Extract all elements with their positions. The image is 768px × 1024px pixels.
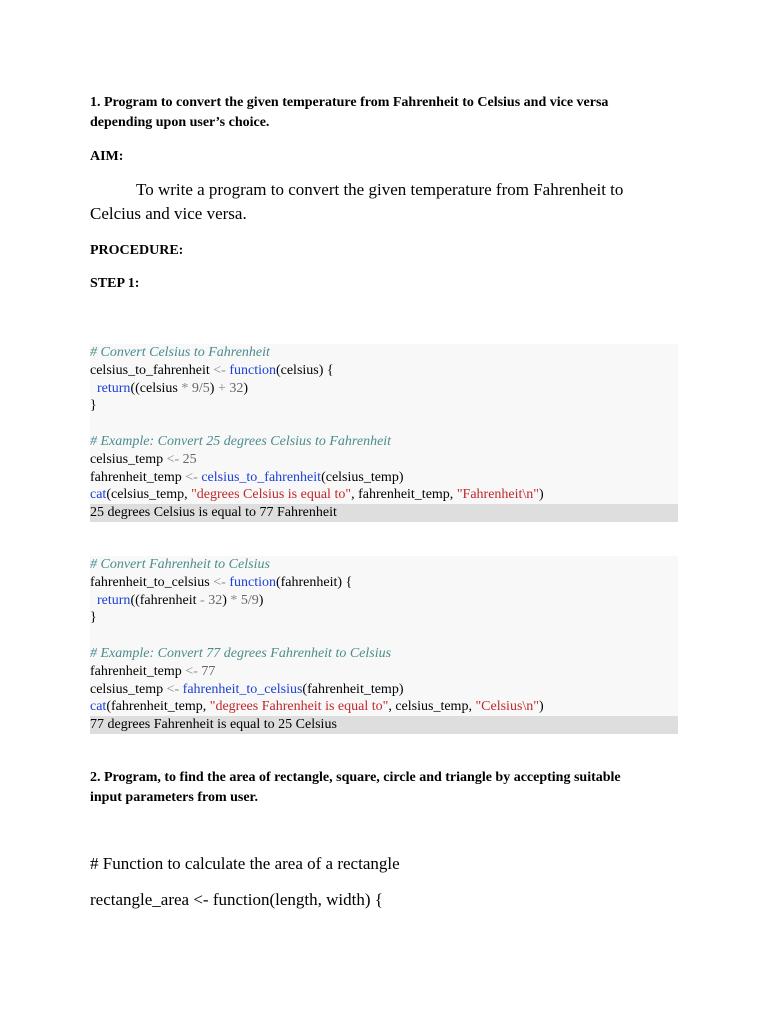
code-keyword: function xyxy=(229,574,276,590)
code-operator: <- xyxy=(209,574,230,590)
code-line xyxy=(90,469,678,487)
code-number: 9/5 xyxy=(188,380,210,396)
code-line-blank xyxy=(90,627,678,645)
code-line xyxy=(90,344,678,362)
code-number: 5/9 xyxy=(237,592,259,608)
code-text: ) xyxy=(243,380,249,396)
code-function-call: cat xyxy=(90,699,107,715)
code-function-call: cat xyxy=(90,487,107,503)
code-text: (celsius) { xyxy=(275,362,334,378)
code-text: } xyxy=(90,398,97,414)
section2-code-comment: # Function to calculate the area of a rectangle xyxy=(90,854,400,873)
code-line xyxy=(90,397,678,415)
code-number: 32 xyxy=(204,592,223,608)
code-operator: <- xyxy=(181,469,202,485)
code-comment: # Example: Convert 25 degrees Celsius to Fahrenheit xyxy=(90,433,392,449)
section1-title-line2: depending upon user’s choice. xyxy=(90,115,270,130)
code-number: 32 xyxy=(225,380,244,396)
code-identifier: fahrenheit_temp xyxy=(90,663,182,679)
code-keyword: function xyxy=(229,362,276,378)
code-comment: # Convert Celsius to Fahrenheit xyxy=(90,345,270,360)
code-output: 77 degrees Fahrenheit is equal to 25 Celsius xyxy=(90,716,678,734)
code-identifier: fahrenheit_temp xyxy=(90,469,182,485)
code-text: (fahrenheit_temp) xyxy=(302,681,404,697)
code-text: (fahrenheit) { xyxy=(275,574,353,590)
code-line xyxy=(90,609,678,627)
code-line xyxy=(90,486,678,504)
code-operator: <- xyxy=(209,362,230,378)
code-operator: <- xyxy=(181,663,202,679)
code-operator: <- xyxy=(163,451,183,467)
code-operator: <- xyxy=(163,681,183,697)
code-operator: + xyxy=(217,380,226,396)
code-function-call: celsius_to_fahrenheit xyxy=(201,469,322,485)
aim-text xyxy=(90,178,680,226)
section2-title xyxy=(90,768,680,808)
code-text: , fahrenheit_temp, xyxy=(351,487,457,503)
code-line xyxy=(90,433,678,451)
code-text: ) xyxy=(209,380,218,396)
code-number: 25 xyxy=(182,451,197,467)
code-comment: # Convert Fahrenheit to Celsius xyxy=(90,557,270,572)
code-comment: # Example: Convert 77 degrees Fahrenheit to Celsius xyxy=(90,645,392,661)
code-text: ) xyxy=(258,592,264,608)
code-text: ((fahrenheit xyxy=(130,592,201,608)
aim-text-line1: To write a program to convert the given temperature from Fahrenheit to xyxy=(136,180,624,199)
code-number: 77 xyxy=(201,663,216,679)
code-text: ) xyxy=(539,487,544,503)
code-operator: - xyxy=(200,592,205,608)
code-string: "Fahrenheit\n" xyxy=(456,487,540,503)
code-block-fahrenheit-to-celsius xyxy=(90,556,678,734)
procedure-label: PROCEDURE: xyxy=(90,243,184,258)
aim-text-line2: Celcius and vice versa. xyxy=(90,204,247,223)
code-line xyxy=(90,362,678,380)
code-keyword: return xyxy=(97,592,131,608)
code-text: ) xyxy=(539,699,544,715)
code-text: , celsius_temp, xyxy=(388,699,476,715)
code-keyword: return xyxy=(97,380,131,396)
code-text: } xyxy=(90,610,97,626)
aim-label: AIM: xyxy=(90,149,124,164)
code-string: "degrees Fahrenheit is equal to" xyxy=(209,699,389,715)
code-line xyxy=(90,698,678,716)
code-line xyxy=(90,663,678,681)
code-line xyxy=(90,592,678,610)
code-line xyxy=(90,681,678,699)
code-line xyxy=(90,556,678,574)
section2-code-line: rectangle_area <- function(length, width) { xyxy=(90,890,383,909)
section1-title xyxy=(90,93,680,133)
code-indent xyxy=(90,381,97,396)
code-identifier: fahrenheit_to_celsius xyxy=(90,574,210,590)
code-operator: * xyxy=(181,380,189,396)
code-indent xyxy=(90,593,97,608)
step1-label: STEP 1: xyxy=(90,276,140,291)
code-string: "Celsius\n" xyxy=(475,699,539,715)
section2-title-line1: 2. Program, to find the area of rectangle, square, circle and triangle by accepting suitable xyxy=(90,770,621,785)
code-line-blank xyxy=(90,415,678,433)
code-text: (celsius_temp, xyxy=(106,487,192,503)
code-line xyxy=(90,451,678,469)
code-string: "degrees Celsius is equal to" xyxy=(191,487,352,503)
code-identifier: celsius_temp xyxy=(90,451,164,467)
code-line xyxy=(90,574,678,592)
code-text: (celsius_temp) xyxy=(321,469,404,485)
code-output: 25 degrees Celsius is equal to 77 Fahrenheit xyxy=(90,504,678,522)
code-text: ((celsius xyxy=(130,380,182,396)
code-line xyxy=(90,380,678,398)
code-identifier: celsius_to_fahrenheit xyxy=(90,362,210,378)
code-text: ) xyxy=(222,592,231,608)
code-function-call: fahrenheit_to_celsius xyxy=(182,681,303,697)
code-block-celsius-to-fahrenheit xyxy=(90,344,678,522)
section1-title-line1: 1. Program to convert the given temperature from Fahrenheit to Celsius and vice versa xyxy=(90,95,609,110)
code-identifier: celsius_temp xyxy=(90,681,164,697)
code-operator: * xyxy=(230,592,238,608)
code-text: (fahrenheit_temp, xyxy=(106,699,210,715)
section2-title-line2: input parameters from user. xyxy=(90,790,258,805)
code-line xyxy=(90,645,678,663)
